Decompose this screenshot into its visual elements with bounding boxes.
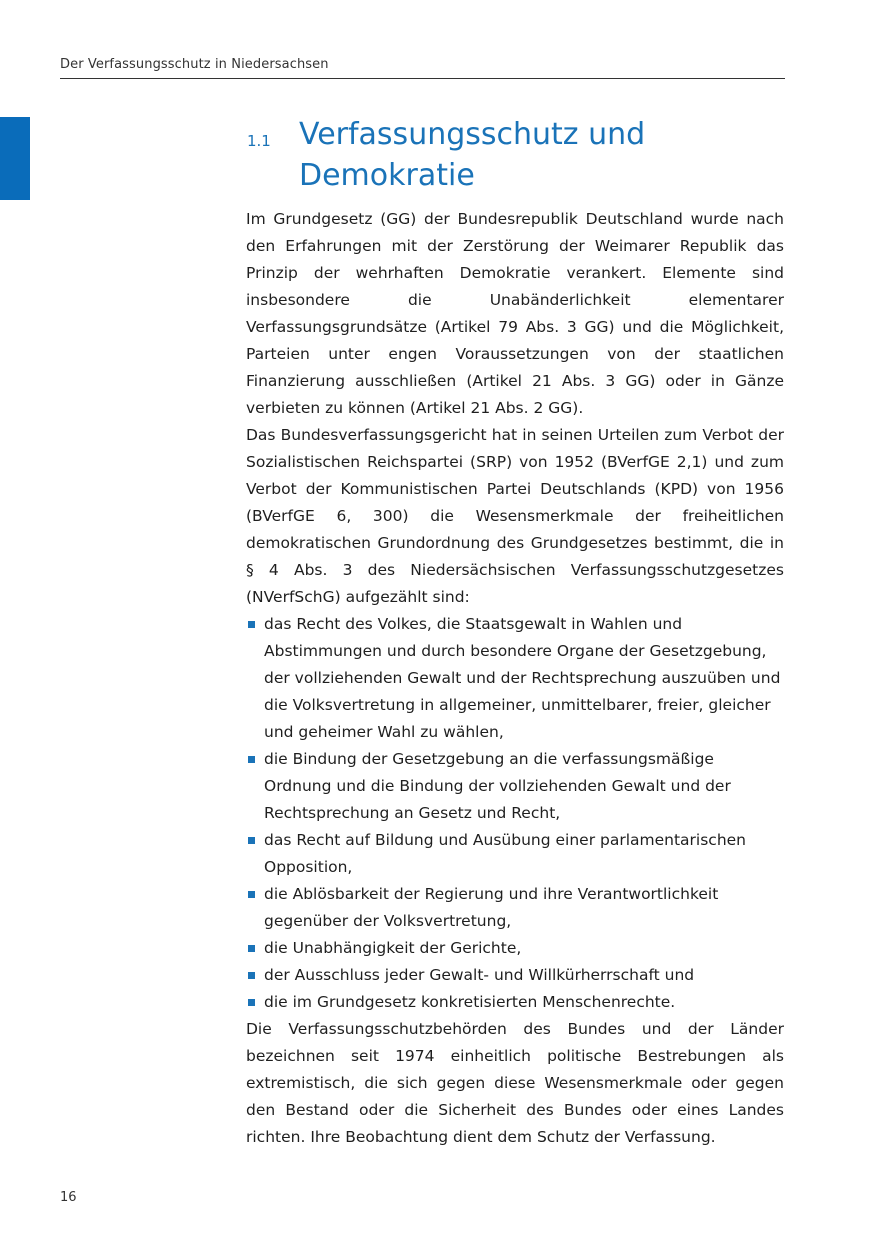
square-bullet-icon xyxy=(248,756,255,763)
list-item-text: die Ablösbarkeit der Regierung und ihre Verantwortlichkeit gegenüber der Volksvertretung, xyxy=(264,885,719,930)
list-item xyxy=(246,611,784,746)
list-item-text: das Recht des Volkes, die Staatsgewalt in Wahlen und Abstimmungen und durch besondere Organe der Gesetzgebung, der vollziehenden Gewalt und der Rechtsprechung auszuüben und die Volksvertretung in allgemeiner, unmittelbarer, freier, gleicher und geheimer Wahl zu wählen, xyxy=(264,615,781,741)
square-bullet-icon xyxy=(248,972,255,979)
list-item xyxy=(246,827,784,881)
list-item-text: der Ausschluss jeder Gewalt- und Willkürherrschaft und xyxy=(264,966,695,984)
chapter-side-tab xyxy=(0,117,30,200)
list-item xyxy=(246,881,784,935)
paragraph-intro: Im Grundgesetz (GG) der Bundesrepublik Deutschland wurde nach den Erfahrungen mit der Zerstörung der Weimarer Republik das Prinzip der wehrhaften Demokratie verankert. Elemente sind insbesondere die Unabänderlichkeit elementarer Verfassungsgrundsätze (Artikel 79 Abs. 3 GG) und die Möglichkeit, Parteien unter engen Voraussetzungen von der staatlichen Finanzierung ausschließen (Artikel 21 Abs. 3 GG) oder in Gänze verbieten zu können (Artikel 21 Abs. 2 GG). xyxy=(246,210,784,417)
list-item xyxy=(246,935,784,962)
list-item xyxy=(246,962,784,989)
list-item-text: das Recht auf Bildung und Ausübung einer parlamentarischen Opposition, xyxy=(264,831,747,876)
page-number: 16 xyxy=(60,1190,77,1205)
section-number: 1.1 xyxy=(247,132,271,150)
running-header: Der Verfassungsschutz in Niedersachsen xyxy=(60,57,329,72)
square-bullet-icon xyxy=(248,999,255,1006)
paragraph-extremism-definition: Die Verfassungsschutzbehörden des Bundes und der Länder bezeichnen seit 1974 einheitlich politische Bestrebungen als extremistisch, die sich gegen diese Wesensmerkmale oder gegen den Bestand oder die Sicherheit des Bundes oder eines Landes richten. Ihre Beobachtung dient dem Schutz der Verfassung. xyxy=(246,1020,784,1146)
body-text xyxy=(246,206,784,1151)
list-item xyxy=(246,989,784,1016)
list-item-text: die im Grundgesetz konkretisierten Menschenrechte. xyxy=(264,993,676,1011)
list-item-text: die Unabhängigkeit der Gerichte, xyxy=(264,939,522,957)
list-item xyxy=(246,746,784,827)
square-bullet-icon xyxy=(248,945,255,952)
header-rule xyxy=(60,78,785,79)
paragraph-court-rulings: Das Bundesverfassungsgericht hat in seinen Urteilen zum Verbot der Sozialistischen Reichspartei (SRP) von 1952 (BVerfGE 2,1) und zum Verbot der Kommunistischen Partei Deutschlands (KPD) von 1956 (BVerfGE 6, 300) die Wesensmerkmale der freiheitlichen demokratischen Grundordnung des Grundgesetzes bestimmt, die in § 4 Abs. 3 des Niedersächsischen Verfassungsschutzgesetzes (NVerfSchG) aufgezählt sind: xyxy=(246,426,784,606)
square-bullet-icon xyxy=(248,891,255,898)
list-item-text: die Bindung der Gesetzgebung an die verfassungsmäßige Ordnung und die Bindung der vollziehenden Gewalt und der Rechtsprechung an Gesetz und Recht, xyxy=(264,750,731,822)
section-title: Verfassungsschutz und Demokratie xyxy=(299,117,646,193)
principles-list xyxy=(246,611,784,1016)
square-bullet-icon xyxy=(248,837,255,844)
square-bullet-icon xyxy=(248,621,255,628)
